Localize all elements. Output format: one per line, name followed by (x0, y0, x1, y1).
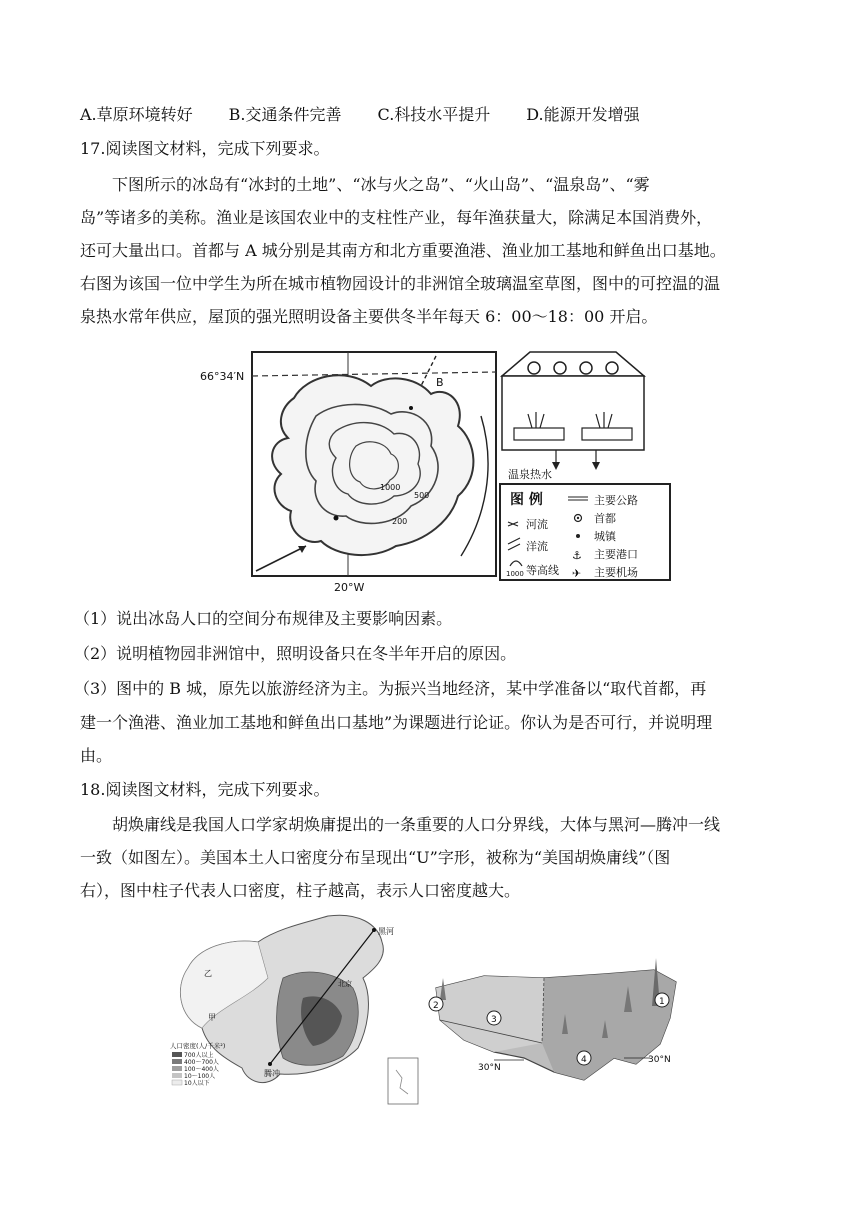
q16-options (80, 104, 780, 126)
q18-para-line-2: 一致（如图左）。美国本土人口密度分布呈现出“U”字形，被称为“美国胡焕庸线”（图 (80, 848, 671, 867)
town-icon (576, 534, 580, 538)
airport-icon: ✈ (572, 567, 582, 580)
q16-option-d: D.能源开发增强 (526, 105, 640, 124)
mark-3-label: 3 (491, 1015, 497, 1025)
legend-capital: 首都 (594, 512, 616, 525)
heihe-label: 黑河 (378, 927, 394, 936)
q17-question-3-end: 由。 (80, 746, 113, 765)
q18-heading: 18.阅读图文材料，完成下列要求。 (80, 780, 330, 799)
legend-item-3: 100～400人 (184, 1066, 219, 1073)
china-population-map (168, 908, 422, 1108)
china-legend (170, 1041, 225, 1087)
iceland-figure (196, 346, 676, 596)
q16-option-b: B.交通条件完善 (228, 105, 342, 124)
china-legend-title: 人口密度(人/千米²) (170, 1042, 226, 1050)
legend-town: 城镇 (594, 530, 616, 543)
yi-label: 乙 (204, 969, 212, 978)
mark-1-label: 1 (659, 997, 665, 1007)
q17-question-1: （1）说出冰岛人口的空间分布规律及主要影响因素。 (74, 609, 453, 628)
contour-200-label: 200 (392, 517, 408, 526)
lat-label: 66°34′N (200, 370, 245, 383)
q17-para-line-4: 右图为该国一位中学生为所在城市植物园设计的非洲馆全玻璃温室草图，图中的可控温的温 (80, 274, 721, 293)
legend-title: 图 例 (510, 492, 543, 508)
greenhouse-sketch (502, 352, 644, 470)
legend-contour: 等高线 (526, 564, 559, 577)
tengchong-label: 腾冲 (264, 1069, 280, 1078)
mark-4-label: 4 (581, 1055, 587, 1065)
anchor-icon: ⚓ (572, 549, 582, 562)
q17-para-line-2: 岛”等诸多的美称。渔业是该国农业中的支柱性产业，每年渔获量大，除满足本国消费外， (80, 208, 713, 227)
legend-contour-sample: 1000 (506, 570, 524, 578)
q18-para-line-3: 右），图中柱子代表人口密度，柱子越高，表示人口密度越大。 (80, 881, 521, 900)
jia-label: 甲 (208, 1013, 216, 1022)
q17-question-3: （3）图中的 B 城，原先以旅游经济为主。为振兴当地经济，某中学准备以“取代首都，再 (74, 679, 707, 698)
contour-500-label: 500 (414, 491, 430, 500)
q17-question-2: （2）说明植物园非洲馆中，照明设备只在冬半年开启的原因。 (74, 644, 517, 663)
legend-road: 主要公路 (594, 494, 638, 507)
q16-option-a: A.草原环境转好 (80, 105, 193, 124)
q17-question-3-cont: 建一个渔港、渔业加工基地和鲜鱼出口基地”为课题进行论证。你认为是否可行，并说明理 (80, 713, 713, 732)
us-population-map (424, 948, 688, 1104)
hot-spring-label: 温泉热水 (508, 468, 552, 481)
q17-heading: 17.阅读图文材料，完成下列要求。 (80, 139, 330, 158)
contour-1000-label: 1000 (380, 483, 401, 492)
beijing-label: 北京 (338, 980, 352, 988)
south-china-sea-inset (388, 1058, 418, 1104)
lat-label-left: 30°N (478, 1063, 501, 1073)
capital-marker (334, 516, 339, 521)
legend-item-4: 10～100人 (184, 1073, 216, 1080)
q17-para-line-3: 还可大量出口。首都与 A 城分别是其南方和北方重要渔港、渔业加工基地和鲜鱼出口基地。 (80, 241, 726, 260)
legend-port: 主要港口 (594, 548, 638, 561)
mark-2-label: 2 (433, 1001, 439, 1011)
point-b-label: B (436, 376, 444, 389)
lat-label-right: 30°N (648, 1055, 671, 1065)
legend-current: 洋流 (526, 540, 548, 553)
legend-item-2: 400～700人 (184, 1059, 219, 1066)
legend-airport: 主要机场 (594, 566, 638, 579)
q17-para-line-1: 下图所示的冰岛有“冰封的土地”、“冰与火之岛”、“火山岛”、“温泉岛”、“雾 (112, 175, 650, 194)
q16-option-c: C.科技水平提升 (377, 105, 491, 124)
map-legend (500, 484, 670, 580)
town-marker (409, 406, 413, 410)
legend-item-5: 10人以下 (184, 1080, 210, 1087)
lon-label: 20°W (334, 581, 365, 594)
legend-item-1: 700人以上 (184, 1052, 214, 1059)
legend-river: 河流 (526, 518, 548, 531)
q17-para-line-5: 泉热水常年供应，屋顶的强光照明设备主要供冬半年每天 6：00～18：00 开启。 (80, 307, 658, 326)
q18-para-line-1: 胡焕庸线是我国人口学家胡焕庸提出的一条重要的人口分界线，大体与黑河—腾冲一线 (112, 815, 721, 834)
